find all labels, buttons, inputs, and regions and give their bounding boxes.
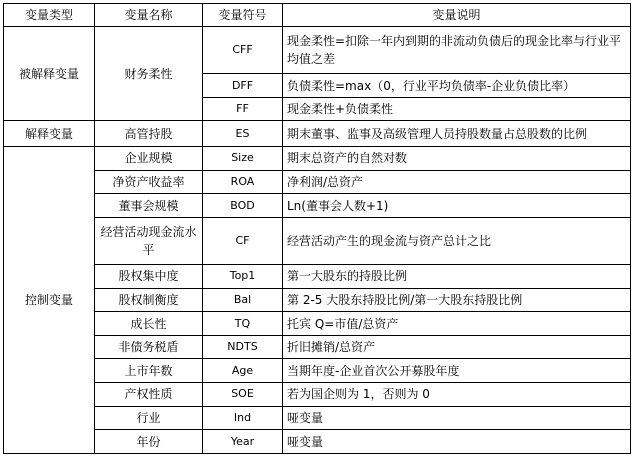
variable-name: 净资产收益率 bbox=[95, 170, 203, 194]
variable-symbol: ROA bbox=[203, 170, 283, 194]
variable-symbol: FF bbox=[203, 97, 283, 121]
table-row bbox=[4, 265, 631, 289]
variable-description: Ln(董事会人数+1) bbox=[283, 194, 631, 218]
group-explained-variable: 被解释变量 bbox=[4, 27, 95, 121]
variable-name: 财务柔性 bbox=[95, 27, 203, 121]
variable-description: 期末董事、监事及高级管理人员持股数量占总股数的比例 bbox=[283, 121, 631, 147]
header-row bbox=[4, 4, 631, 27]
table-row bbox=[4, 170, 631, 194]
variable-symbol: CF bbox=[203, 217, 283, 264]
variable-description: 现金柔性=扣除一年内到期的非流动负债后的现金比率与行业平均值之差 bbox=[283, 27, 631, 74]
variable-description: 折旧摊销/总资产 bbox=[283, 335, 631, 359]
table-row bbox=[4, 406, 631, 430]
variable-symbol: SOE bbox=[203, 383, 283, 407]
variable-name: 行业 bbox=[95, 406, 203, 430]
variable-description: 经营活动产生的现金流与资产总计之比 bbox=[283, 217, 631, 264]
table-row bbox=[4, 217, 631, 264]
variable-symbol: NDTS bbox=[203, 335, 283, 359]
variable-description: 净利润/总资产 bbox=[283, 170, 631, 194]
variable-name: 上市年数 bbox=[95, 359, 203, 383]
variable-name: 股权制衡度 bbox=[95, 288, 203, 312]
variable-definition-table bbox=[3, 3, 631, 454]
variable-description: 负债柔性=max（0，行业平均负债率-企业负债比率） bbox=[283, 74, 631, 98]
header-variable-description: 变量说明 bbox=[283, 4, 631, 27]
table-row bbox=[4, 194, 631, 218]
header-variable-symbol: 变量符号 bbox=[203, 4, 283, 27]
variable-description: 第一大股东的持股比例 bbox=[283, 265, 631, 289]
variable-description: 第 2-5 大股东持股比例/第一大股东持股比例 bbox=[283, 288, 631, 312]
group-control-variable: 控制变量 bbox=[4, 147, 95, 454]
table-row bbox=[4, 312, 631, 336]
table-row bbox=[4, 359, 631, 383]
table-row bbox=[4, 288, 631, 312]
variable-name: 股权集中度 bbox=[95, 265, 203, 289]
table-row bbox=[4, 27, 631, 74]
variable-symbol: Year bbox=[203, 430, 283, 454]
header-variable-name: 变量名称 bbox=[95, 4, 203, 27]
variable-name: 董事会规模 bbox=[95, 194, 203, 218]
variable-symbol: Top1 bbox=[203, 265, 283, 289]
variable-name: 企业规模 bbox=[95, 147, 203, 171]
variable-symbol: BOD bbox=[203, 194, 283, 218]
variable-symbol: Bal bbox=[203, 288, 283, 312]
variable-symbol: Size bbox=[203, 147, 283, 171]
table-row bbox=[4, 430, 631, 454]
variable-name: 经营活动现金流水平 bbox=[95, 217, 203, 264]
variable-symbol: Ind bbox=[203, 406, 283, 430]
variable-description: 期末总资产的自然对数 bbox=[283, 147, 631, 171]
variable-description: 当期年度-企业首次公开募股年度 bbox=[283, 359, 631, 383]
variable-name: 年份 bbox=[95, 430, 203, 454]
variable-description: 现金柔性+负债柔性 bbox=[283, 97, 631, 121]
variable-symbol: CFF bbox=[203, 27, 283, 74]
variable-symbol: Age bbox=[203, 359, 283, 383]
variable-name: 成长性 bbox=[95, 312, 203, 336]
table-row bbox=[4, 383, 631, 407]
group-explanatory-variable: 解释变量 bbox=[4, 121, 95, 147]
variable-description: 哑变量 bbox=[283, 430, 631, 454]
table-row bbox=[4, 335, 631, 359]
variable-description: 哑变量 bbox=[283, 406, 631, 430]
header-variable-type: 变量类型 bbox=[4, 4, 95, 27]
table-row bbox=[4, 121, 631, 147]
variable-description: 托宾 Q=市值/总资产 bbox=[283, 312, 631, 336]
variable-symbol: DFF bbox=[203, 74, 283, 98]
variable-description: 若为国企则为 1，否则为 0 bbox=[283, 383, 631, 407]
variable-symbol: TQ bbox=[203, 312, 283, 336]
variable-name: 非债务税盾 bbox=[95, 335, 203, 359]
variable-name: 产权性质 bbox=[95, 383, 203, 407]
table-row bbox=[4, 147, 631, 171]
variable-name: 高管持股 bbox=[95, 121, 203, 147]
variable-symbol: ES bbox=[203, 121, 283, 147]
